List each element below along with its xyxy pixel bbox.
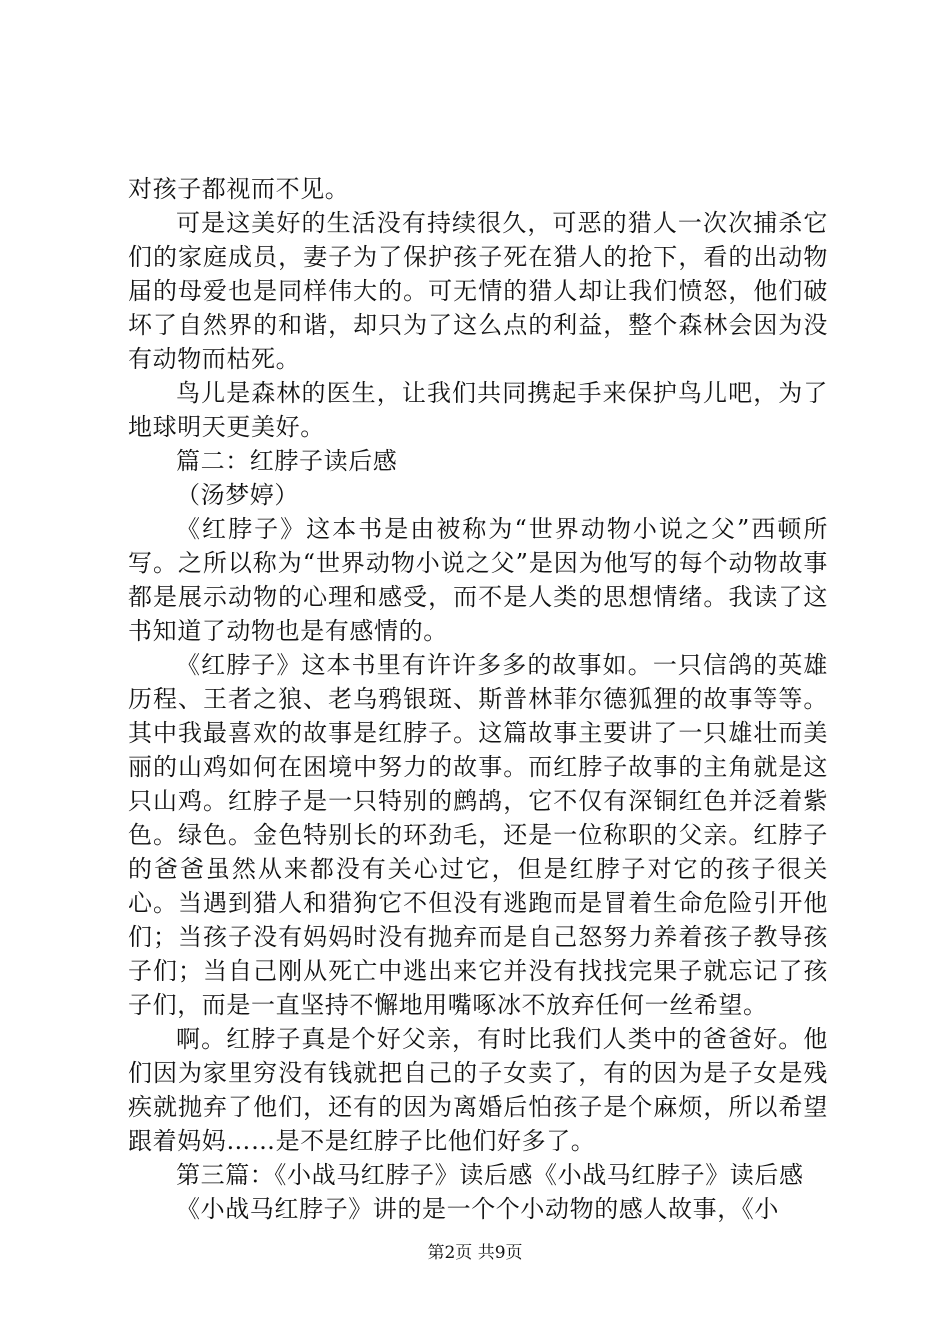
paragraph: 啊。红脖子真是个好父亲，有时比我们人类中的爸爸好。他们因为家里穷没有钱就把自己的子女卖了，有的因为是子女是残疾就抛弃了他们，还有的因为离婚后怕孩子是个麻烦，所以希望跟着妈妈……是不是红脖子比他们好多了。 <box>128 1025 828 1155</box>
paragraph: 对孩子都视而不见。 <box>128 175 350 203</box>
paragraph: 《红脖子》这本书里有许许多多的故事如。一只信鸽的英雄历程、王者之狼、老乌鸦银斑、斯普林菲尔德狐狸的故事等等。其中我最喜欢的故事是红脖子。这篇故事主要讲了一只雄壮而美丽的山鸡如何在困境中努力的故事。而红脖子故事的主角就是这只山鸡。红脖子是一只特别的鹧鸪，它不仅有深铜红色并泛着紫色。绿色。金色特别长的环劲毛，还是一位称职的父亲。红脖子的爸爸虽然从来都没有关心过它，但是红脖子对它的孩子很关心。当遇到猎人和猎狗它不但没有逃跑而是冒着生命危险引开他们；当孩子没有妈妈时没有抛弃而是自己怒努力养着孩子教导孩子们；当自己刚从死亡中逃出来它并没有找找完果子就忘记了孩子们，而是一直坚持不懈地用嘴啄冰不放弃任何一丝希望。 <box>128 651 828 1019</box>
paragraph: 《小战马红脖子》讲的是一个个小动物的感人故事，《小 <box>176 1195 779 1223</box>
page-footer: 第2页 共9页 <box>427 1243 523 1263</box>
document-body <box>128 172 828 1226</box>
paragraph: 《红脖子》这本书是由被称为“世界动物小说之父”西顿所写。之所以称为“世界动物小说之父”是因为他写的每个动物故事都是展示动物的心理和感受，而不是人类的思想情绪。我读了这书知道了动物也是有感情的。 <box>128 515 828 645</box>
paragraph: 鸟儿是森林的医生，让我们共同携起手来保护鸟儿吧，为了地球明天更美好。 <box>128 379 828 441</box>
author-line: （汤梦婷） <box>176 481 299 509</box>
section-heading: 篇二：红脖子读后感 <box>176 447 398 475</box>
paragraph: 可是这美好的生活没有持续很久，可恶的猎人一次次捕杀它们的家庭成员，妻子为了保护孩子死在猎人的抢下，看的出动物届的母爱也是同样伟大的。可无情的猎人却让我们愤怒，他们破坏了自然界的和谐，却只为了这么点的利益，整个森林会因为没有动物而枯死。 <box>128 209 828 373</box>
section-heading: 第三篇：《小战马红脖子》读后感《小战马红脖子》读后感 <box>176 1161 804 1189</box>
